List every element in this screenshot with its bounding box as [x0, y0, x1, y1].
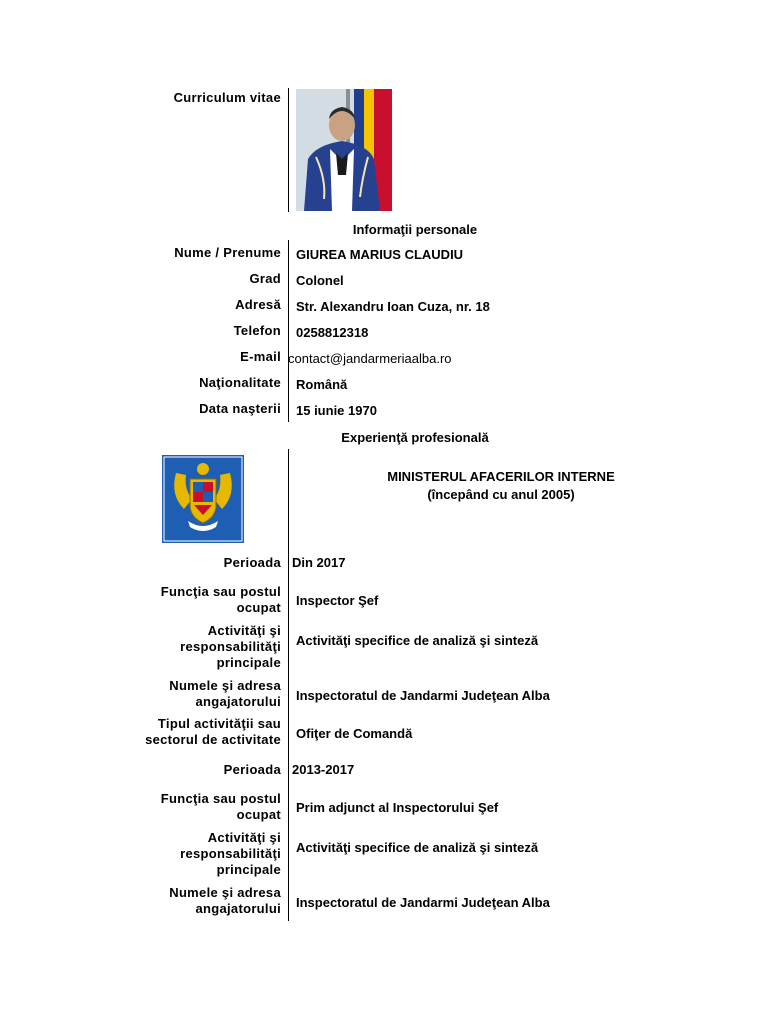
employer-value: Inspectoratul de Jandarmi Judeţean Alba	[296, 688, 550, 703]
sector-label: Tipul activităţii sau sectorul de activitate	[145, 716, 281, 747]
field-label-email: E-mail	[240, 349, 281, 364]
field-value-email[interactable]: contact@jandarmeriaalba.ro	[288, 351, 452, 366]
function-value: Inspector Şef	[296, 593, 379, 608]
divider-line	[288, 88, 289, 212]
period-value: 2013-2017	[292, 762, 355, 777]
employer-value: Inspectoratul de Jandarmi Judeţean Alba	[296, 895, 550, 910]
activities-value: Activităţi specifice de analiză şi sinteză	[296, 840, 539, 855]
function-value: Prim adjunct al Inspectorului Şef	[296, 800, 499, 815]
period-label: Perioada	[223, 762, 281, 777]
field-label-nationality: Naţionalitate	[199, 375, 281, 390]
field-label-address: Adresă	[235, 297, 281, 312]
divider-line	[288, 240, 289, 422]
field-value-name: GIUREA MARIUS CLAUDIU	[296, 247, 464, 262]
field-value-phone: 0258812318	[296, 325, 369, 340]
profile-photo	[296, 89, 392, 211]
coat-of-arms-icon	[162, 455, 244, 543]
period-label: Perioada	[223, 555, 281, 570]
divider-line	[288, 449, 289, 921]
field-value-rank: Colonel	[296, 273, 344, 288]
period-value: Din 2017	[292, 555, 346, 570]
cv-title: Curriculum vitae	[173, 90, 281, 105]
field-value-nationality: Română	[296, 377, 348, 392]
employer-label: Numele şi adresa angajatorului	[169, 885, 281, 916]
section-title-personal: Informaţii personale	[352, 222, 478, 237]
activities-label: Activităţi şi responsabilităţi principale	[180, 830, 281, 877]
field-label-name: Nume / Prenume	[174, 245, 281, 260]
activities-label: Activităţi şi responsabilităţi principale	[180, 623, 281, 670]
employer-title: MINISTERUL AFACERILOR INTERNE	[387, 469, 615, 484]
field-value-birthdate: 15 iunie 1970	[296, 403, 377, 418]
sector-value: Ofiţer de Comandă	[296, 726, 413, 741]
field-value-address: Str. Alexandru Ioan Cuza, nr. 18	[296, 299, 490, 314]
field-label-rank: Grad	[249, 271, 281, 286]
function-label: Funcţia sau postul ocupat	[160, 791, 281, 822]
field-label-birthdate: Data naşterii	[199, 401, 281, 416]
activities-value: Activităţi specifice de analiză şi sinteză	[296, 633, 539, 648]
function-label: Funcţia sau postul ocupat	[160, 584, 281, 615]
employer-since: (începând cu anul 2005)	[427, 487, 575, 502]
employer-label: Numele şi adresa angajatorului	[169, 678, 281, 709]
section-title-experience: Experienţă profesională	[341, 430, 489, 445]
field-label-phone: Telefon	[233, 323, 281, 338]
